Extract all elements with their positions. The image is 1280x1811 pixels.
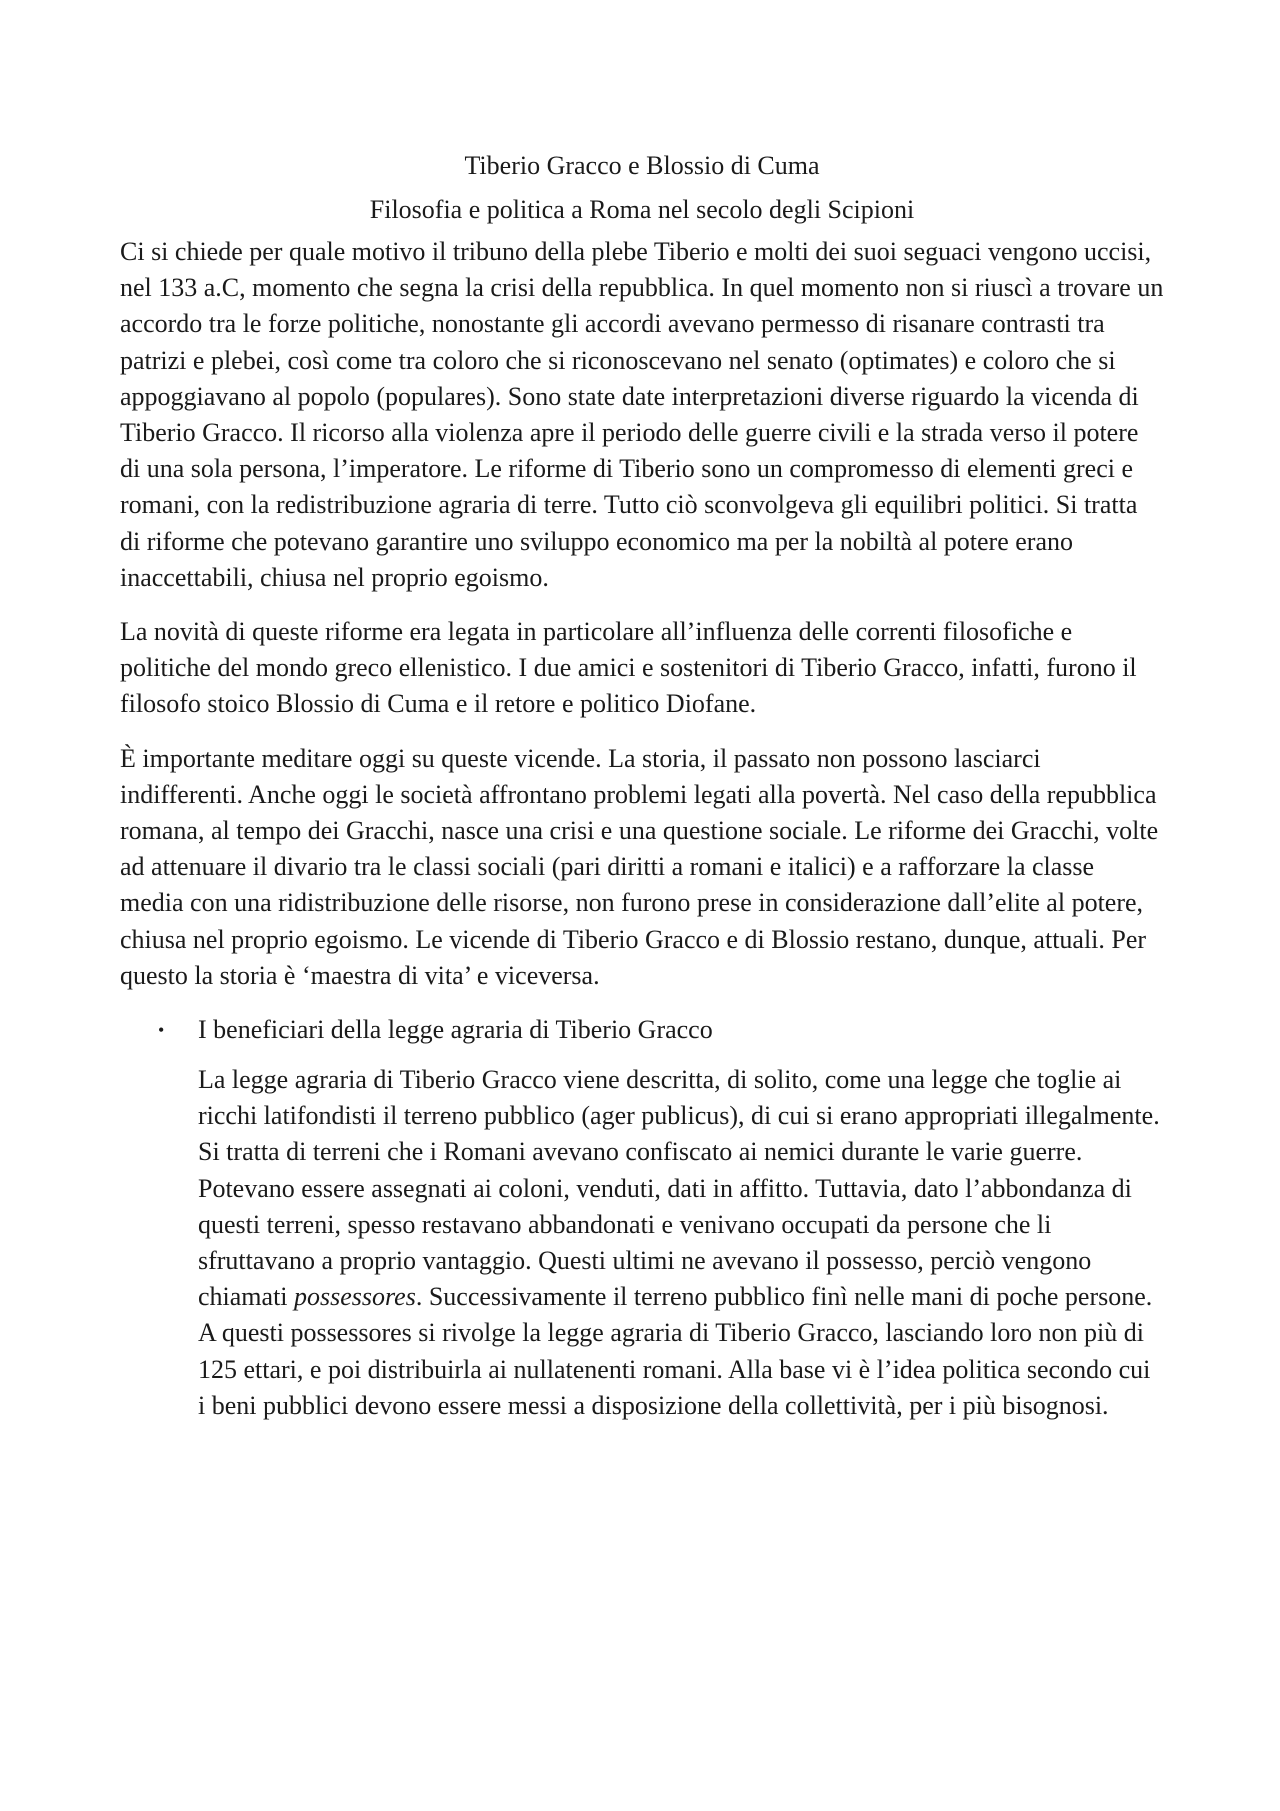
agrarian-law-text-part1: La legge agraria di Tiberio Gracco viene descritta, di solito, come una legge che toglie ai ricchi latifondisti il terreno pubblico (ager publicus), di cui si erano appropriati illegalmente. Si tratta di terreni che i Romani avevano confiscato ai nemici durante le varie guerre. Potevano essere assegnati ai coloni, venduti, dati in affitto. Tuttavia, dato l’abbondanza di questi terreni, spesso restavano abbandonati e venivano occupati da persone che li sfruttavano a proprio vantaggio. Questi ultimi ne avevano il possesso, perciò vengono chiamati [198, 1065, 1160, 1312]
bullet-icon: • [158, 1020, 165, 1041]
paragraph-agrarian-law [120, 1062, 1164, 1424]
paragraph-intro: Ci si chiede per quale motivo il tribuno della plebe Tiberio e molti dei suoi seguaci vengono uccisi, nel 133 a.C, momento che segna la crisi della repubblica. In quel momento non si riuscì a trovare un accordo tra le forze politiche, nonostante gli accordi avevano permesso di risanare contrasti tra patrizi e plebei, così come tra coloro che si riconoscevano nel senato (optimates) e coloro che si appoggiavano al popolo (populares). Sono state date interpretazioni diverse riguardo la vicenda di Tiberio Gracco. Il ricorso alla violenza apre il periodo delle guerre civili e la strada verso il potere di una sola persona, l’imperatore. Le riforme di Tiberio sono un compromesso di elementi greci e romani, con la redistribuzione agraria di terre. Tutto ciò sconvolgeva gli equilibri politici. Si tratta di riforme che potevano garantire uno sviluppo economico ma per la nobiltà al potere erano inaccettabili, chiusa nel proprio egoismo. [120, 237, 1164, 592]
document-subtitle: Filosofia e politica a Roma nel secolo degli Scipioni [369, 195, 915, 224]
document-title: Tiberio Gracco e Blossio di Cuma [464, 151, 820, 180]
document-page [120, 148, 1164, 1424]
paragraph-influence: La novità di queste riforme era legata in particolare all’influenza delle correnti filosofiche e politiche del mondo greco ellenistico. I due amici e sostenitori di Tiberio Gracco, infatti, furono il filosofo stoico Blossio di Cuma e il retore e politico Diofane. [120, 617, 1137, 719]
paragraph-reflection: È importante meditare oggi su queste vicende. La storia, il passato non possono lasciarci indifferenti. Anche oggi le società affrontano problemi legati alla povertà. Nel caso della repubblica romana, al tempo dei Gracchi, nasce una crisi e una questione sociale. Le riforme dei Gracchi, volte ad attenuare il divario tra le classi sociali (pari diritti a romani e italici) e a rafforzare la classe media con una ridistribuzione delle risorse, non furono prese in considerazione dall’elite al potere, chiusa nel proprio egoismo. Le vicende di Tiberio Gracco e di Blossio restano, dunque, attuali. Per questo la storia è ‘maestra di vita’ e viceversa. [120, 743, 1159, 990]
agrarian-law-text-part2: . Successivamente il terreno pubblico finì nelle mani di poche persone. A questi possessores si rivolge la legge agraria di Tiberio Gracco, lasciando loro non più di 125 ettari, e poi distribuirla ai nullatenenti romani. Alla base vi è l’idea politica secondo cui i beni pubblici devono essere messi a disposizione della collettività, per i più bisognosi. [198, 1282, 1153, 1420]
bullet-heading: I beneficiari della legge agraria di Tiberio Gracco [198, 1015, 713, 1045]
agrarian-law-italic-term: possessores [294, 1282, 416, 1312]
bullet-item [120, 1012, 1164, 1048]
